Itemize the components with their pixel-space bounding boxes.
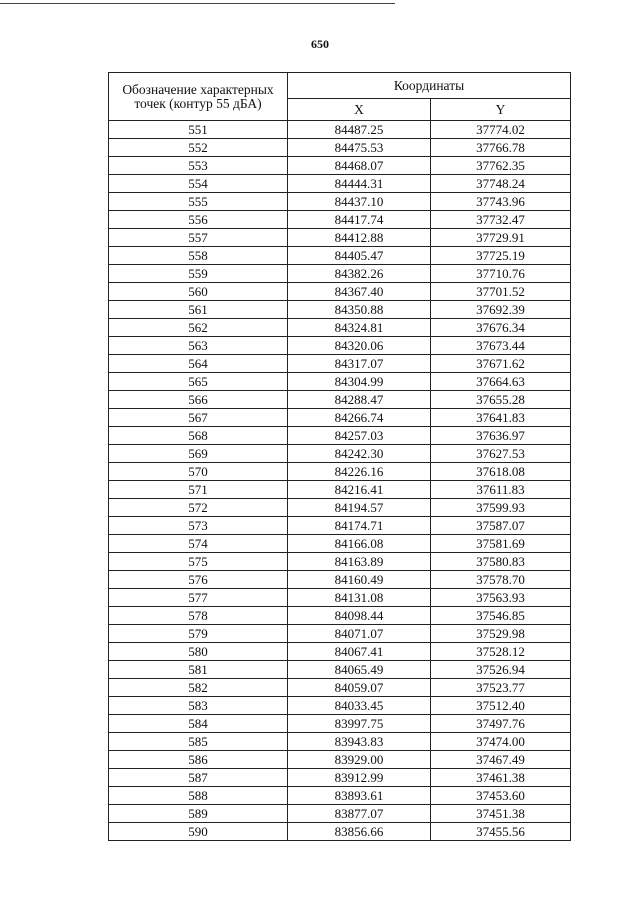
- point-cell: 572: [109, 499, 288, 517]
- point-cell: 580: [109, 643, 288, 661]
- y-cell: 37455.56: [431, 823, 571, 841]
- x-cell: 84367.40: [288, 283, 431, 301]
- table-row: [109, 607, 571, 625]
- x-cell: 84033.45: [288, 697, 431, 715]
- x-cell: 84324.81: [288, 319, 431, 337]
- y-cell: 37748.24: [431, 175, 571, 193]
- x-cell: 84405.47: [288, 247, 431, 265]
- x-cell: 84317.07: [288, 355, 431, 373]
- x-cell: 84437.10: [288, 193, 431, 211]
- y-cell: 37451.38: [431, 805, 571, 823]
- x-cell: 84071.07: [288, 625, 431, 643]
- point-cell: 557: [109, 229, 288, 247]
- table-row: [109, 625, 571, 643]
- table-row: [109, 517, 571, 535]
- y-cell: 37546.85: [431, 607, 571, 625]
- point-cell: 573: [109, 517, 288, 535]
- table-row: [109, 337, 571, 355]
- y-cell: 37641.83: [431, 409, 571, 427]
- point-cell: 569: [109, 445, 288, 463]
- table-row: [109, 805, 571, 823]
- table-header: [109, 73, 571, 121]
- table-row: [109, 445, 571, 463]
- x-cell: 84417.74: [288, 211, 431, 229]
- y-cell: 37526.94: [431, 661, 571, 679]
- y-cell: 37474.00: [431, 733, 571, 751]
- y-cell: 37618.08: [431, 463, 571, 481]
- x-cell: 84382.26: [288, 265, 431, 283]
- point-cell: 559: [109, 265, 288, 283]
- point-cell: 561: [109, 301, 288, 319]
- x-cell: 83912.99: [288, 769, 431, 787]
- table-row: [109, 553, 571, 571]
- point-cell: 554: [109, 175, 288, 193]
- point-cell: 589: [109, 805, 288, 823]
- x-cell: 83877.07: [288, 805, 431, 823]
- table-row: [109, 769, 571, 787]
- point-cell: 584: [109, 715, 288, 733]
- table-row: [109, 481, 571, 499]
- table-row: [109, 319, 571, 337]
- x-cell: 84163.89: [288, 553, 431, 571]
- point-cell: 567: [109, 409, 288, 427]
- table-row: [109, 589, 571, 607]
- table-row: [109, 283, 571, 301]
- top-rule: [0, 3, 395, 4]
- table-row: [109, 373, 571, 391]
- table-row: [109, 121, 571, 139]
- y-cell: 37774.02: [431, 121, 571, 139]
- point-cell: 581: [109, 661, 288, 679]
- point-cell: 558: [109, 247, 288, 265]
- x-cell: 84098.44: [288, 607, 431, 625]
- y-cell: 37743.96: [431, 193, 571, 211]
- x-cell: 84059.07: [288, 679, 431, 697]
- point-cell: 568: [109, 427, 288, 445]
- point-cell: 552: [109, 139, 288, 157]
- point-cell: 574: [109, 535, 288, 553]
- table-row: [109, 427, 571, 445]
- table-row: [109, 265, 571, 283]
- x-cell: 84131.08: [288, 589, 431, 607]
- y-cell: 37528.12: [431, 643, 571, 661]
- table-row: [109, 139, 571, 157]
- x-cell: 84288.47: [288, 391, 431, 409]
- header-coordinates: Координаты: [288, 73, 571, 99]
- table-row: [109, 157, 571, 175]
- table-row: [109, 697, 571, 715]
- x-cell: 84468.07: [288, 157, 431, 175]
- y-cell: 37529.98: [431, 625, 571, 643]
- y-cell: 37627.53: [431, 445, 571, 463]
- x-cell: 84320.06: [288, 337, 431, 355]
- y-cell: 37673.44: [431, 337, 571, 355]
- page-number: 650: [311, 37, 329, 51]
- point-cell: 583: [109, 697, 288, 715]
- y-cell: 37563.93: [431, 589, 571, 607]
- y-cell: 37578.70: [431, 571, 571, 589]
- point-cell: 577: [109, 589, 288, 607]
- y-cell: 37497.76: [431, 715, 571, 733]
- table-row: [109, 409, 571, 427]
- x-cell: 84065.49: [288, 661, 431, 679]
- table-row: [109, 391, 571, 409]
- point-cell: 590: [109, 823, 288, 841]
- x-cell: 84266.74: [288, 409, 431, 427]
- x-cell: 84487.25: [288, 121, 431, 139]
- table-row: [109, 193, 571, 211]
- table-row: [109, 229, 571, 247]
- table-row: [109, 679, 571, 697]
- x-cell: 83856.66: [288, 823, 431, 841]
- y-cell: 37587.07: [431, 517, 571, 535]
- point-cell: 556: [109, 211, 288, 229]
- point-cell: 576: [109, 571, 288, 589]
- point-cell: 566: [109, 391, 288, 409]
- y-cell: 37512.40: [431, 697, 571, 715]
- x-cell: 83893.61: [288, 787, 431, 805]
- header-point-designation: Обозначение характерных точек (контур 55 дБА): [109, 73, 288, 121]
- x-cell: 84226.16: [288, 463, 431, 481]
- y-cell: 37580.83: [431, 553, 571, 571]
- point-cell: 553: [109, 157, 288, 175]
- table-row: [109, 823, 571, 841]
- y-cell: 37523.77: [431, 679, 571, 697]
- y-cell: 37732.47: [431, 211, 571, 229]
- x-cell: 83929.00: [288, 751, 431, 769]
- table-body: [109, 121, 571, 841]
- y-cell: 37676.34: [431, 319, 571, 337]
- table-row: [109, 715, 571, 733]
- y-cell: 37671.62: [431, 355, 571, 373]
- y-cell: 37453.60: [431, 787, 571, 805]
- point-cell: 582: [109, 679, 288, 697]
- point-cell: 587: [109, 769, 288, 787]
- y-cell: 37467.49: [431, 751, 571, 769]
- x-cell: 84242.30: [288, 445, 431, 463]
- y-cell: 37636.97: [431, 427, 571, 445]
- x-cell: 83943.83: [288, 733, 431, 751]
- y-cell: 37664.63: [431, 373, 571, 391]
- y-cell: 37581.69: [431, 535, 571, 553]
- y-cell: 37762.35: [431, 157, 571, 175]
- table-row: [109, 247, 571, 265]
- point-cell: 586: [109, 751, 288, 769]
- table-row: [109, 751, 571, 769]
- x-cell: 84304.99: [288, 373, 431, 391]
- point-cell: 560: [109, 283, 288, 301]
- table-row: [109, 211, 571, 229]
- coordinates-table: [108, 72, 571, 841]
- point-cell: 571: [109, 481, 288, 499]
- x-cell: 84257.03: [288, 427, 431, 445]
- y-cell: 37599.93: [431, 499, 571, 517]
- table-row: [109, 661, 571, 679]
- x-cell: 84216.41: [288, 481, 431, 499]
- point-cell: 563: [109, 337, 288, 355]
- table-row: [109, 643, 571, 661]
- point-cell: 564: [109, 355, 288, 373]
- point-cell: 585: [109, 733, 288, 751]
- table-row: [109, 571, 571, 589]
- table-row: [109, 355, 571, 373]
- table-row: [109, 535, 571, 553]
- x-cell: 84475.53: [288, 139, 431, 157]
- x-cell: 83997.75: [288, 715, 431, 733]
- table-row: [109, 499, 571, 517]
- x-cell: 84166.08: [288, 535, 431, 553]
- point-cell: 570: [109, 463, 288, 481]
- table-row: [109, 301, 571, 319]
- y-cell: 37725.19: [431, 247, 571, 265]
- y-cell: 37692.39: [431, 301, 571, 319]
- y-cell: 37729.91: [431, 229, 571, 247]
- x-cell: 84412.88: [288, 229, 431, 247]
- x-cell: 84444.31: [288, 175, 431, 193]
- x-cell: 84067.41: [288, 643, 431, 661]
- x-cell: 84160.49: [288, 571, 431, 589]
- point-cell: 565: [109, 373, 288, 391]
- y-cell: 37701.52: [431, 283, 571, 301]
- x-cell: 84350.88: [288, 301, 431, 319]
- x-cell: 84194.57: [288, 499, 431, 517]
- table-row: [109, 463, 571, 481]
- point-cell: 575: [109, 553, 288, 571]
- y-cell: 37766.78: [431, 139, 571, 157]
- y-cell: 37710.76: [431, 265, 571, 283]
- x-cell: 84174.71: [288, 517, 431, 535]
- point-cell: 551: [109, 121, 288, 139]
- point-cell: 555: [109, 193, 288, 211]
- table-row: [109, 787, 571, 805]
- point-cell: 588: [109, 787, 288, 805]
- y-cell: 37611.83: [431, 481, 571, 499]
- point-cell: 578: [109, 607, 288, 625]
- y-cell: 37461.38: [431, 769, 571, 787]
- table-row: [109, 733, 571, 751]
- header-y: Y: [431, 99, 571, 121]
- table-row: [109, 175, 571, 193]
- point-cell: 562: [109, 319, 288, 337]
- point-cell: 579: [109, 625, 288, 643]
- header-x: X: [288, 99, 431, 121]
- y-cell: 37655.28: [431, 391, 571, 409]
